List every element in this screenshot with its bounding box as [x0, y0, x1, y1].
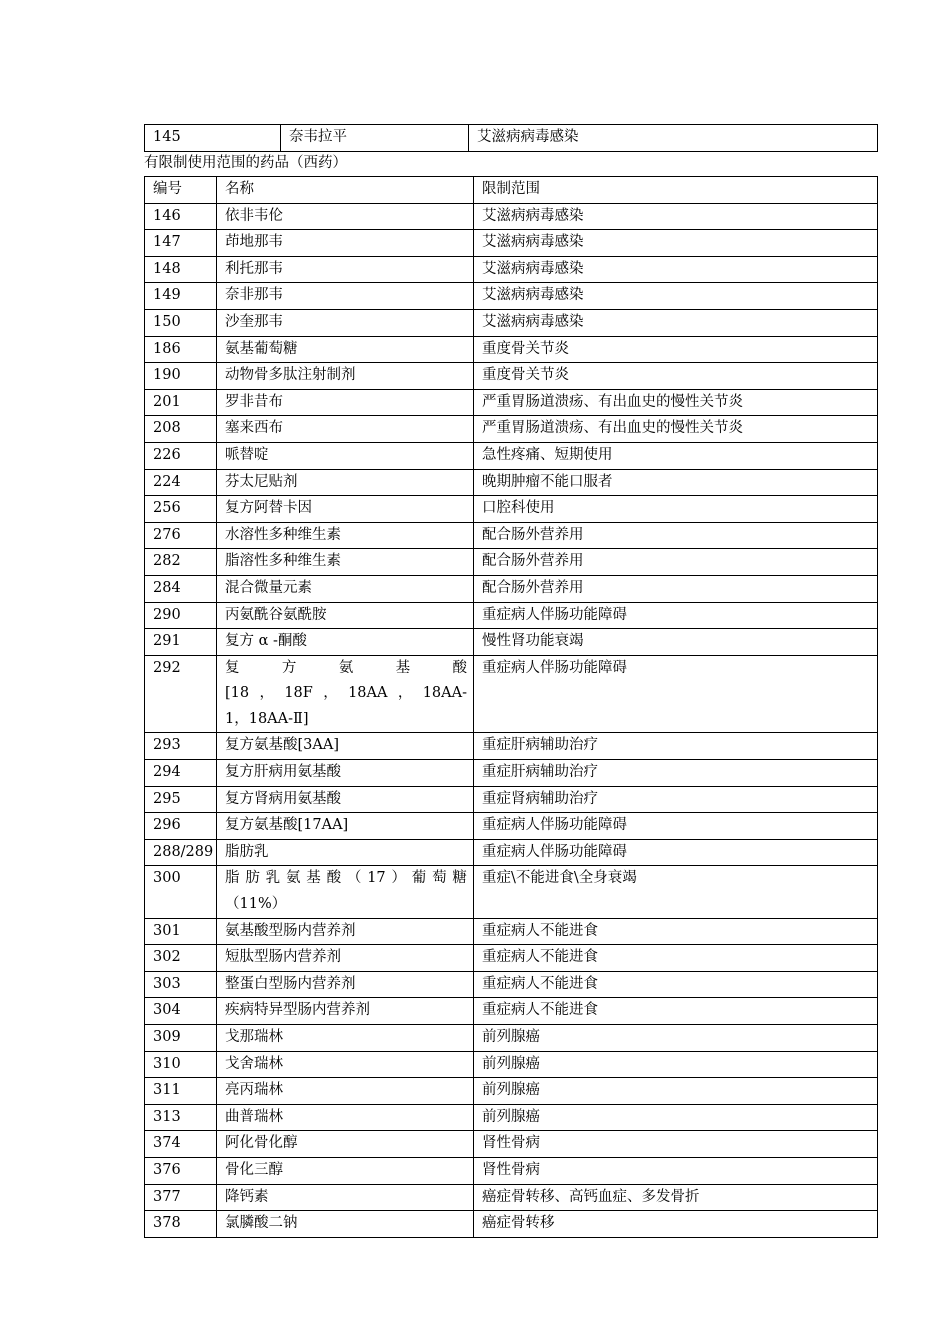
drug-name-fragment: 17 [367, 870, 386, 887]
drug-name-fragment: 复 [225, 659, 240, 676]
table-row [145, 125, 878, 152]
table-row [145, 1104, 878, 1131]
restriction-scope: 艾滋病病毒感染 [469, 125, 878, 152]
section-title: 有限制使用范围的药品（西药） [144, 155, 347, 171]
drug-name: 沙奎那韦 [217, 309, 474, 336]
table-row [145, 442, 878, 469]
restriction-scope: 重症肝病辅助治疗 [474, 733, 878, 760]
restriction-scope: 艾滋病病毒感染 [474, 283, 878, 310]
drug-name: 依非韦伦 [217, 203, 474, 230]
drug-number: 313 [145, 1104, 217, 1131]
continued-table [144, 124, 878, 152]
drug-name: 复方 α -酮酸 [217, 629, 474, 656]
drug-name: 奈非那韦 [217, 283, 474, 310]
drug-name-fragment: 脂 [225, 870, 240, 887]
drug-name-fragment: 基 [395, 659, 411, 676]
drug-number: 150 [145, 309, 217, 336]
table-row [145, 256, 878, 283]
restriction-scope: 重症病人不能进食 [474, 998, 878, 1025]
drug-name-fragment: 18AA [348, 685, 388, 702]
drug-number: 186 [145, 336, 217, 363]
restriction-scope: 配合肠外营养用 [474, 549, 878, 576]
drug-name [217, 866, 474, 918]
restriction-scope: 艾滋病病毒感染 [474, 309, 878, 336]
drug-name-fragment: （ [346, 870, 362, 887]
drug-name: 混合微量元素 [217, 575, 474, 602]
drug-number: 296 [145, 813, 217, 840]
restriction-scope: 晚期肿瘤不能口服者 [474, 469, 878, 496]
drug-name-line [225, 866, 467, 892]
drug-name: 脂溶性多种维生素 [217, 549, 474, 576]
drug-number: 284 [145, 575, 217, 602]
drug-number: 226 [145, 442, 217, 469]
drug-name-fragment: 乳 [265, 870, 281, 887]
table-row [145, 998, 878, 1025]
restriction-scope: 重症病人不能进食 [474, 918, 878, 945]
restriction-scope: 配合肠外营养用 [474, 575, 878, 602]
table-row [145, 945, 878, 972]
drug-name: 动物骨多肽注射制剂 [217, 363, 474, 390]
table-row [145, 1051, 878, 1078]
restriction-scope: 前列腺癌 [474, 1104, 878, 1131]
drug-name: 芬太尼贴剂 [217, 469, 474, 496]
drug-name: 阿化骨化醇 [217, 1131, 474, 1158]
drug-number: 256 [145, 496, 217, 523]
drug-name-fragment: 萄 [432, 870, 447, 887]
table-row [145, 203, 878, 230]
restriction-scope: 癌症骨转移、高钙血症、多发骨折 [474, 1184, 878, 1211]
drug-name-fragment: ， [259, 685, 274, 702]
drug-name: 氨基葡萄糖 [217, 336, 474, 363]
drug-name: 丙氨酰谷氨酰胺 [217, 602, 474, 629]
restriction-scope: 前列腺癌 [474, 1078, 878, 1105]
drug-number: 282 [145, 549, 217, 576]
table-row [145, 575, 878, 602]
restriction-scope: 重症病人伴肠功能障碍 [474, 655, 878, 733]
drug-number: 309 [145, 1025, 217, 1052]
drug-number: 302 [145, 945, 217, 972]
drug-name-fragment: ） [391, 870, 406, 887]
restriction-scope: 急性疼痛、短期使用 [474, 442, 878, 469]
drug-name-fragment: 葡 [411, 870, 427, 887]
drug-name: 氨基酸型肠内营养剂 [217, 918, 474, 945]
restriction-scope: 重症肾病辅助治疗 [474, 786, 878, 813]
restriction-scope: 重症肝病辅助治疗 [474, 760, 878, 787]
drug-name: 茚地那韦 [217, 230, 474, 257]
table-body-multiline [145, 866, 878, 918]
drug-name-fragment: ， [397, 685, 413, 702]
drug-name-line [225, 681, 467, 707]
table-row [145, 1184, 878, 1211]
drug-name-fragment: 18F [284, 685, 313, 702]
drug-number: 295 [145, 786, 217, 813]
drug-name-line: （11%） [225, 896, 287, 913]
drug-name: 复方肾病用氨基酸 [217, 786, 474, 813]
drug-number: 292 [145, 655, 217, 733]
drug-number: 276 [145, 522, 217, 549]
table-row [145, 866, 878, 918]
drug-name-fragment: 方 [281, 659, 297, 676]
table-row [145, 786, 878, 813]
drug-number: 201 [145, 389, 217, 416]
restriction-scope: 重症病人不能进食 [474, 945, 878, 972]
drug-number: 208 [145, 416, 217, 443]
table-row [145, 760, 878, 787]
drug-name-line: 1，18AA-Ⅱ] [225, 710, 309, 727]
header-scope: 限制范围 [474, 177, 878, 204]
drug-number: 288/289 [145, 839, 217, 866]
table-row [145, 1078, 878, 1105]
table-row [145, 416, 878, 443]
table-row [145, 522, 878, 549]
drug-number: 377 [145, 1184, 217, 1211]
drug-name-fragment: 氨 [338, 659, 354, 676]
table-row [145, 230, 878, 257]
restriction-scope: 重症病人伴肠功能障碍 [474, 602, 878, 629]
restriction-scope: 配合肠外营养用 [474, 522, 878, 549]
table-header-row [145, 177, 878, 204]
drug-name [217, 655, 474, 733]
drug-name: 复方氨基酸[3AA] [217, 733, 474, 760]
drug-name: 复方肝病用氨基酸 [217, 760, 474, 787]
drug-name: 氯膦酸二钠 [217, 1211, 474, 1238]
drug-name: 整蛋白型肠内营养剂 [217, 971, 474, 998]
table-row [145, 813, 878, 840]
restriction-scope: 前列腺癌 [474, 1051, 878, 1078]
restriction-scope: 口腔科使用 [474, 496, 878, 523]
drug-name-fragment: [18 [225, 685, 250, 702]
table-row [145, 496, 878, 523]
restriction-scope: 前列腺癌 [474, 1025, 878, 1052]
drug-number: 145 [145, 125, 281, 152]
drug-name: 骨化三醇 [217, 1157, 474, 1184]
restricted-drugs-table [144, 176, 878, 1238]
drug-name-fragment: 氨 [285, 870, 301, 887]
drug-number: 300 [145, 866, 217, 918]
drug-number: 293 [145, 733, 217, 760]
drug-name: 罗非昔布 [217, 389, 474, 416]
table-row [145, 469, 878, 496]
table-row [145, 971, 878, 998]
drug-name: 降钙素 [217, 1184, 474, 1211]
table-body [145, 203, 878, 655]
table-body [145, 918, 878, 1237]
drug-number: 374 [145, 1131, 217, 1158]
drug-number: 190 [145, 363, 217, 390]
drug-number: 294 [145, 760, 217, 787]
drug-name: 利托那韦 [217, 256, 474, 283]
table-row [145, 309, 878, 336]
drug-number: 311 [145, 1078, 217, 1105]
restriction-scope: 重度骨关节炎 [474, 336, 878, 363]
restriction-scope: 重症病人伴肠功能障碍 [474, 839, 878, 866]
drug-name: 亮丙瑞林 [217, 1078, 474, 1105]
drug-name: 戈舍瑞林 [217, 1051, 474, 1078]
drug-name: 曲普瑞林 [217, 1104, 474, 1131]
drug-name-fragment: 酸 [326, 870, 342, 887]
restriction-scope: 艾滋病病毒感染 [474, 203, 878, 230]
table-row [145, 549, 878, 576]
restriction-scope: 艾滋病病毒感染 [474, 230, 878, 257]
drug-number: 376 [145, 1157, 217, 1184]
restriction-scope: 重症病人伴肠功能障碍 [474, 813, 878, 840]
header-number: 编号 [145, 177, 217, 204]
drug-number: 147 [145, 230, 217, 257]
table-row [145, 363, 878, 390]
table-body-multiline [145, 655, 878, 733]
restriction-scope: 严重胃肠道溃疡、有出血史的慢性关节炎 [474, 416, 878, 443]
drug-number: 291 [145, 629, 217, 656]
restriction-scope: 癌症骨转移 [474, 1211, 878, 1238]
restriction-scope: 慢性肾功能衰竭 [474, 629, 878, 656]
drug-name: 水溶性多种维生素 [217, 522, 474, 549]
drug-number: 148 [145, 256, 217, 283]
drug-name: 短肽型肠内营养剂 [217, 945, 474, 972]
restriction-scope: 肾性骨病 [474, 1157, 878, 1184]
restriction-scope: 重度骨关节炎 [474, 363, 878, 390]
restriction-scope: 严重胃肠道溃疡、有出血史的慢性关节炎 [474, 389, 878, 416]
drug-name-fragment: 糖 [452, 870, 467, 887]
table-row [145, 283, 878, 310]
restriction-scope: 肾性骨病 [474, 1131, 878, 1158]
drug-number: 304 [145, 998, 217, 1025]
restriction-scope: 艾滋病病毒感染 [474, 256, 878, 283]
drug-name: 戈那瑞林 [217, 1025, 474, 1052]
drug-name-line [225, 656, 467, 682]
drug-name: 哌替啶 [217, 442, 474, 469]
table-body [145, 733, 878, 866]
drug-number: 146 [145, 203, 217, 230]
drug-name-fragment: 酸 [452, 659, 467, 676]
table-row [145, 918, 878, 945]
drug-name: 疾病特异型肠内营养剂 [217, 998, 474, 1025]
drug-name: 复方阿替卡因 [217, 496, 474, 523]
drug-name: 奈韦拉平 [281, 125, 469, 152]
table-row [145, 1157, 878, 1184]
table-row [145, 839, 878, 866]
table-row [145, 1025, 878, 1052]
drug-number: 224 [145, 469, 217, 496]
table-row [145, 1211, 878, 1238]
table-row [145, 602, 878, 629]
drug-number: 378 [145, 1211, 217, 1238]
table-row [145, 1131, 878, 1158]
table-row [145, 629, 878, 656]
drug-number: 310 [145, 1051, 217, 1078]
table-row [145, 336, 878, 363]
drug-name: 塞来西布 [217, 416, 474, 443]
drug-name-fragment: ， [323, 685, 338, 702]
header-name: 名称 [217, 177, 474, 204]
restriction-scope: 重症\不能进食\全身衰竭 [474, 866, 878, 918]
drug-name: 脂肪乳 [217, 839, 474, 866]
table-row [145, 733, 878, 760]
drug-number: 290 [145, 602, 217, 629]
restriction-scope: 重症病人不能进食 [474, 971, 878, 998]
drug-number: 303 [145, 971, 217, 998]
table-row [145, 389, 878, 416]
drug-name-fragment: 基 [306, 870, 321, 887]
drug-number: 301 [145, 918, 217, 945]
drug-name-fragment: 肪 [245, 870, 260, 887]
drug-number: 149 [145, 283, 217, 310]
drug-name-fragment: 18AA- [422, 685, 467, 702]
drug-name: 复方氨基酸[17AA] [217, 813, 474, 840]
table-row [145, 655, 878, 733]
